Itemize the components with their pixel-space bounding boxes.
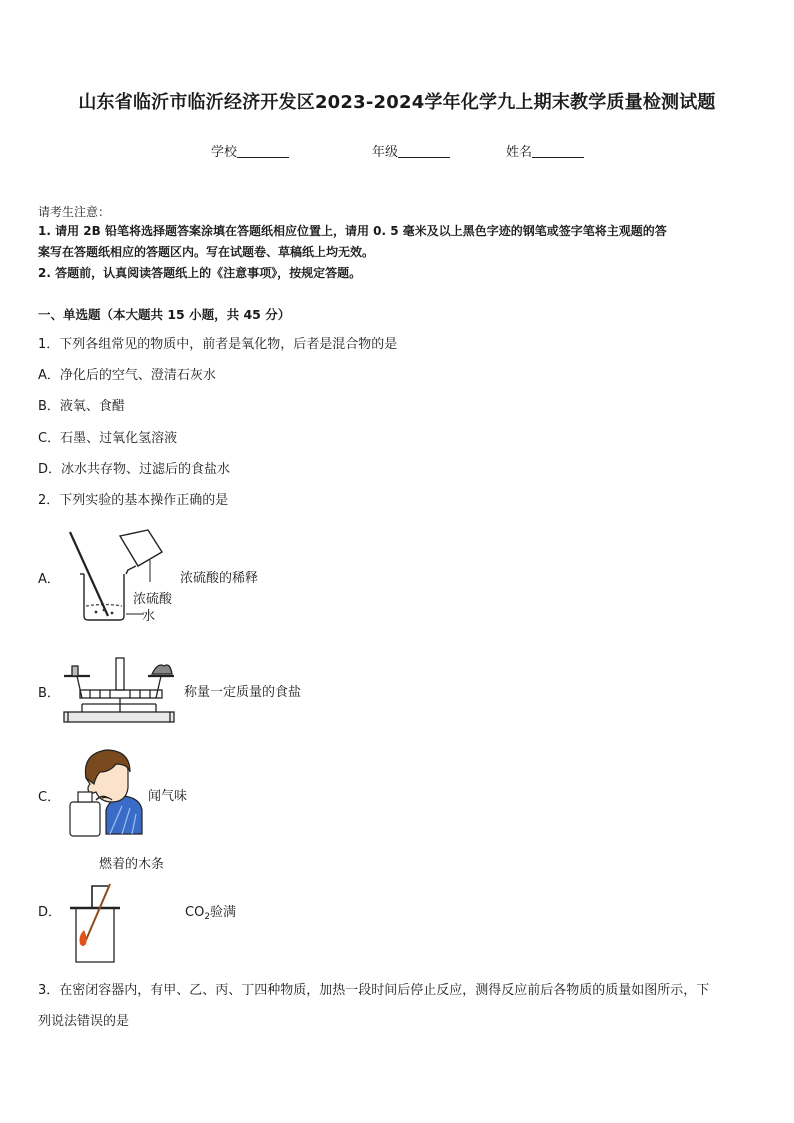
option-a-caption: 浓硫酸的稀释 [180,571,259,586]
question-2-stem: 2．下列实验的基本操作正确的是 [38,493,229,508]
balance-pointer [116,658,124,690]
reagent-bottle [70,802,100,836]
acid-dilution-figure [62,526,182,626]
co2-subscript: 2 [204,912,211,922]
balance-base [64,712,174,722]
question-1-option-b: B．液氧、食醋 [38,399,125,414]
label-burning-stick: 燃着的木条 [99,857,165,872]
question-2-option-a-letter: A． [38,572,60,587]
option-d-caption [185,901,236,922]
beaker-outline [84,574,124,620]
balance-figure [60,652,178,730]
label-water: 水 [142,609,156,624]
question-3-line-2: 列说法错误的是 [38,1014,130,1029]
tilted-cylinder [120,530,162,566]
co2-test-figure [66,878,126,966]
question-2-option-b-letter: B． [38,686,60,701]
option-b-caption: 称量一定质量的食盐 [184,685,302,700]
question-2-option-c-letter: C． [38,790,61,805]
school-label: 学校 [211,145,238,160]
name-blank[interactable] [532,144,584,158]
smelling-figure [66,748,146,838]
grade-label: 年级 [372,145,399,160]
glass-rod [70,532,108,616]
question-2-option-d-letter: D． [38,905,62,920]
notice-item-2: 2. 答题前，认真阅读答题纸上的《注意事项》，按规定答题。 [38,266,362,280]
name-label: 姓名 [506,145,533,160]
name-field [506,141,584,160]
question-3-line-1: 3．在密闭容器内，有甲、乙、丙、丁四种物质，加热一段时间后停止反应，测得反应前后各物质的质量如图所示，下 [38,983,710,998]
co2-caption-text: 验满 [210,905,237,920]
question-1-option-c: C．石墨、过氧化氢溶液 [38,431,178,446]
co2-formula: CO [185,905,205,920]
grade-blank[interactable] [398,144,450,158]
question-1-option-d: D．冰水共存物、过滤后的食盐水 [38,462,231,477]
label-concentrated-acid: 浓硫酸 [133,592,173,607]
school-blank[interactable] [237,144,289,158]
grade-field [372,141,450,160]
section-heading: 一、单选题（本大题共 15 小题，共 45 分） [38,307,291,322]
notice-item-1 [38,221,758,263]
question-1-stem: 1．下列各组常见的物质中，前者是氧化物，后者是混合物的是 [38,337,398,352]
notice-item-1-line-2: 案写在答题纸相应的答题区内。写在试题卷、草稿纸上均无效。 [38,245,375,259]
school-field [211,141,289,160]
weight [72,666,78,676]
notice-item-1-line-1: 1. 请用 2B 铅笔将选择题答案涂填在答题纸相应位置上，请用 0. 5 毫米及以上黑色字迹的钢笔或签字笔将主观题的答 [38,224,667,238]
option-c-caption: 闻气味 [148,789,188,804]
page-title: 山东省临沂市临沂经济开发区2023-2024学年化学九上期末教学质量检测试题 [78,92,716,113]
question-1-option-a: A．净化后的空气、澄清石灰水 [38,368,216,383]
notice-heading: 请考生注意： [38,205,111,219]
salt-pile [152,665,172,674]
delivery-tube [92,886,108,908]
